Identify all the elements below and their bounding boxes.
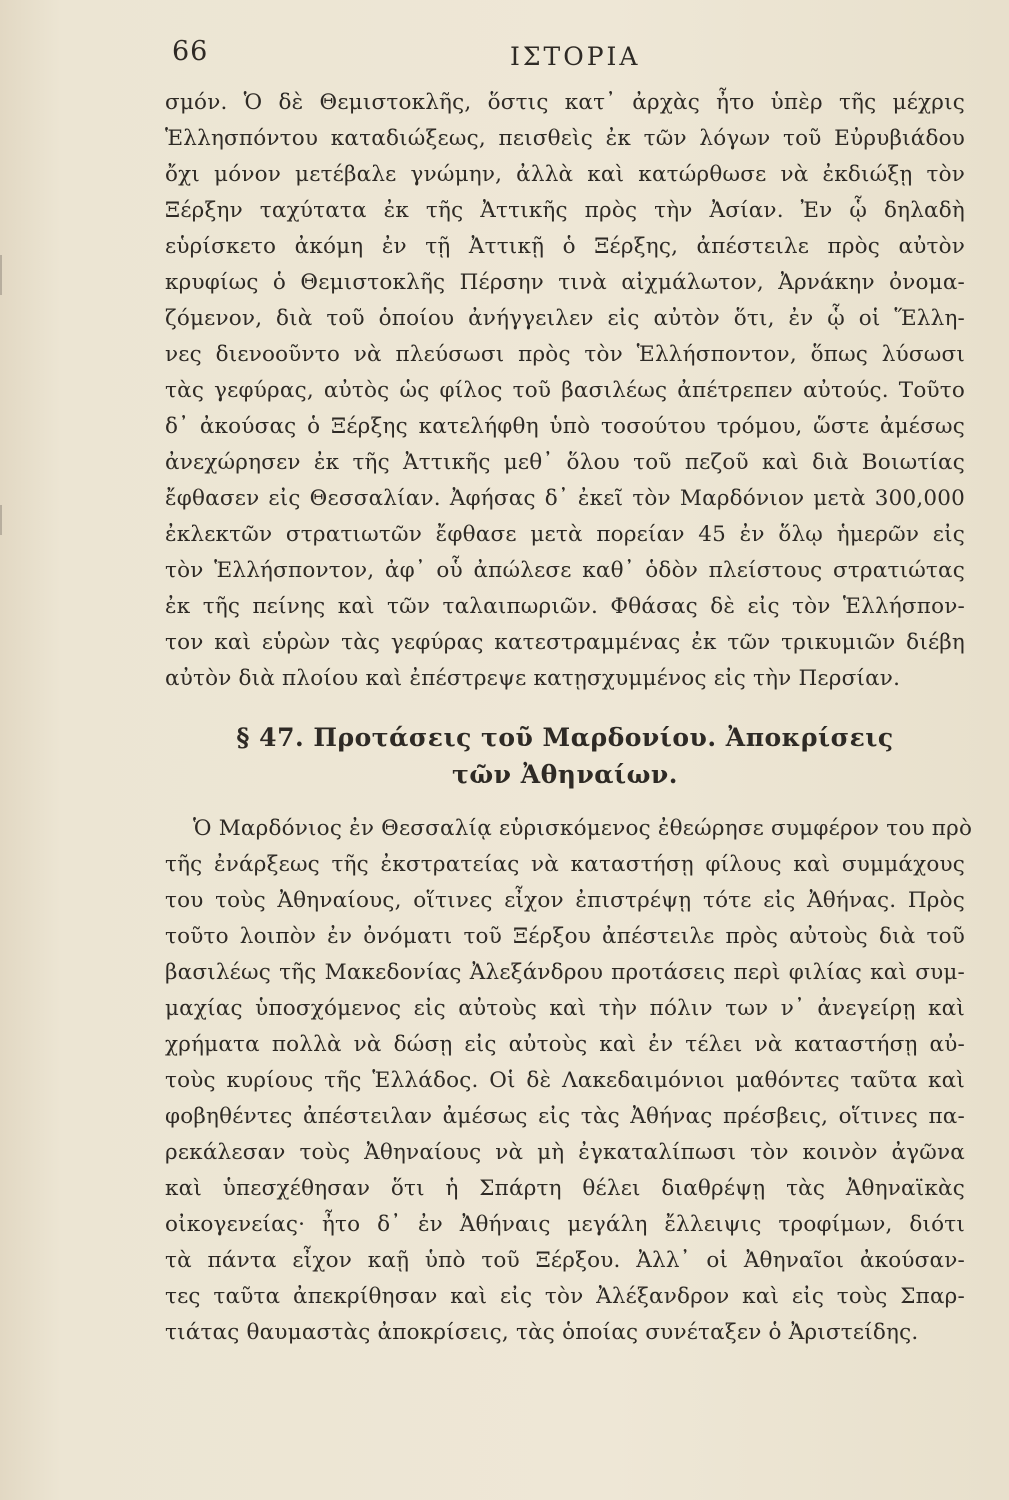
running-head: ΙΣΤΟΡΙΑ — [510, 42, 641, 71]
text-line: κρυφίως ὁ Θεμιστοκλῆς Πέρσην τινὰ αἰχμάλωτον, Ἀρνάκην ὀνομα- — [165, 270, 965, 295]
section-heading — [165, 719, 965, 793]
page-edge-mark — [0, 505, 2, 535]
text-line: τοὺς κυρίους τῆς Ἑλλάδος. Οἱ δὲ Λακεδαιμόνιοι μαθόντες ταῦτα καὶ — [165, 1068, 965, 1093]
text-line: τοῦτο λοιπὸν ἐν ὀνόματι τοῦ Ξέρξου ἀπέστειλε πρὸς αὐτοὺς διὰ τοῦ — [165, 924, 965, 949]
page-body — [165, 85, 973, 1351]
section-heading-line: τῶν Ἀθηναίων. — [452, 760, 678, 789]
text-line: χρήματα πολλὰ νὰ δώσῃ εἰς αὐτοὺς καὶ ἐν τέλει νὰ καταστήσῃ αὐ- — [165, 1032, 965, 1057]
text-line: τὰ πάντα εἶχον καῇ ὑπὸ τοῦ Ξέρξου. Ἀλλ᾽ οἱ Ἀθηναῖοι ἀκούσαν- — [165, 1248, 965, 1273]
text-line: εὑρίσκετο ἀκόμη ἐν τῇ Ἀττικῇ ὁ Ξέρξης, ἀπέστειλε πρὸς αὐτὸν — [165, 234, 965, 259]
section-heading-line: § 47. Προτάσεις τοῦ Μαρδονίου. Ἀποκρίσεις — [236, 723, 894, 752]
text-line: τον καὶ εὑρὼν τὰς γεφύρας κατεστραμμένας ἐκ τῶν τρικυμιῶν διέβη — [165, 630, 965, 655]
text-line: σμόν. Ὁ δὲ Θεμιστοκλῆς, ὅστις κατ᾽ ἀρχὰς ἦτο ὑπὲρ τῆς μέχρις — [165, 90, 965, 115]
text-line: Ξέρξην ταχύτατα ἐκ τῆς Ἀττικῆς πρὸς τὴν Ἀσίαν. Ἐν ᾧ δηλαδὴ — [165, 198, 965, 223]
text-line: τὰς γεφύρας, αὐτὸς ὡς φίλος τοῦ βασιλέως ἀπέτρεπεν αὐτούς. Τοῦτο — [165, 378, 965, 403]
text-line: τῆς ἐνάρξεως τῆς ἐκστρατείας νὰ καταστήσῃ φίλους καὶ συμμάχους — [165, 852, 965, 877]
text-line: τες ταῦτα ἀπεκρίθησαν καὶ εἰς τὸν Ἀλέξανδρον καὶ εἰς τοὺς Σπαρ- — [165, 1284, 965, 1309]
text-line: ἀνεχώρησεν ἐκ τῆς Ἀττικῆς μεθ᾽ ὅλου τοῦ πεζοῦ καὶ διὰ Βοιωτίας — [165, 450, 965, 475]
text-line: τὸν Ἑλλήσποντον, ἀφ᾽ οὗ ἀπώλεσε καθ᾽ ὁδὸν πλείστους στρατιώτας — [165, 558, 965, 583]
text-line: φοβηθέντες ἀπέστειλαν ἀμέσως εἰς τὰς Ἀθήνας πρέσβεις, οἵτινες πα- — [165, 1104, 965, 1129]
text-line: αὐτὸν διὰ πλοίου καὶ ἐπέστρεψε κατῃσχυμμένος εἰς τὴν Περσίαν. — [165, 666, 901, 691]
text-line: Ὁ Μαρδόνιος ἐν Θεσσαλίᾳ εὑρισκόμενος ἐθεώρησε συμφέρον του πρὸ — [193, 816, 973, 841]
text-line: ρεκάλεσαν τοὺς Ἀθηναίους νὰ μὴ ἐγκαταλίπωσι τὸν κοινὸν ἀγῶνα — [165, 1140, 965, 1165]
page-header — [150, 28, 950, 78]
text-line: δ᾽ ἀκούσας ὁ Ξέρξης κατελήφθη ὑπὸ τοσούτου τρόμου, ὥστε ἀμέσως — [165, 414, 965, 439]
text-line: Ἑλλησπόντου καταδιώξεως, πεισθεὶς ἐκ τῶν λόγων τοῦ Εὐρυβιάδου — [165, 126, 965, 151]
text-line: ἔφθασεν εἰς Θεσσαλίαν. Ἀφήσας δ᾽ ἐκεῖ τὸν Μαρδόνιον μετὰ 300,000 — [165, 486, 965, 511]
text-line: ἐκλεκτῶν στρατιωτῶν ἔφθασε μετὰ πορείαν 45 ἐν ὅλῳ ἡμερῶν εἰς — [165, 522, 965, 547]
text-line: μαχίας ὑποσχόμενος εἰς αὐτοὺς καὶ τὴν πόλιν των ν᾽ ἀνεγείρῃ καὶ — [165, 996, 965, 1021]
page-number: 66 — [172, 36, 209, 67]
text-line: τιάτας θαυμαστὰς ἀποκρίσεις, τὰς ὁποίας συνέταξεν ὁ Ἀριστείδης. — [165, 1320, 919, 1345]
text-line: ἐκ τῆς πείνης καὶ τῶν ταλαιπωριῶν. Φθάσας δὲ εἰς τὸν Ἑλλήσπον- — [165, 594, 965, 619]
text-line: καὶ ὑπεσχέθησαν ὅτι ἡ Σπάρτη θέλει διαθρέψῃ τὰς Ἀθηναϊκὰς — [165, 1176, 965, 1201]
text-line: βασιλέως τῆς Μακεδονίας Ἀλεξάνδρου προτάσεις περὶ φιλίας καὶ συμ- — [165, 960, 965, 985]
paragraph-1 — [165, 85, 965, 697]
text-line: ὄχι μόνον μετέβαλε γνώμην, ἀλλὰ καὶ κατώρθωσε νὰ ἐκδιώξῃ τὸν — [165, 162, 965, 187]
paragraph-2 — [165, 811, 973, 1351]
text-line: του τοὺς Ἀθηναίους, οἵτινες εἶχον ἐπιστρέψῃ τότε εἰς Ἀθήνας. Πρὸς — [165, 888, 965, 913]
text-line: ζόμενον, διὰ τοῦ ὁποίου ἀνήγγειλεν εἰς αὐτὸν ὅτι, ἐν ᾧ οἱ Ἕλλη- — [165, 306, 965, 331]
text-line: οἰκογενείας· ἦτο δ᾽ ἐν Ἀθήναις μεγάλη ἔλλειψις τροφίμων, διότι — [165, 1212, 965, 1237]
page-edge-mark — [0, 255, 2, 295]
text-line: νες διενοοῦντο νὰ πλεύσωσι πρὸς τὸν Ἑλλήσποντον, ὅπως λύσωσι — [165, 342, 965, 367]
